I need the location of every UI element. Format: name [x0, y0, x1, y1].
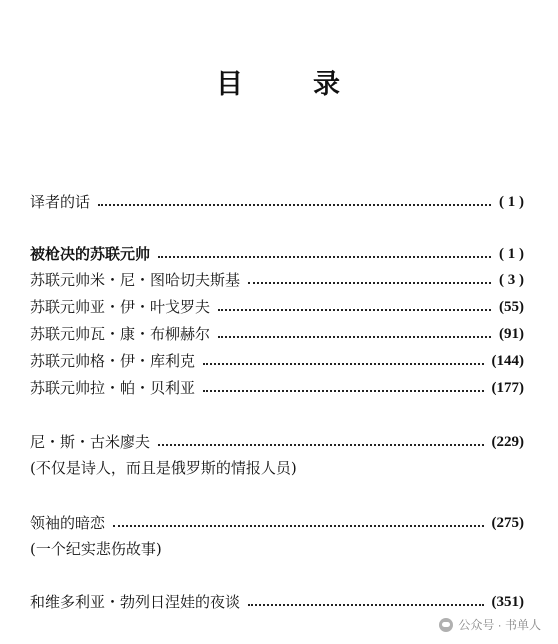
- toc-entry-subtitle: (不仅是诗人，而且是俄罗斯的情报人员): [30, 459, 297, 477]
- toc-entry-title: 被枪决的苏联元帅: [30, 245, 151, 263]
- dot-leader: [113, 525, 483, 527]
- toc-entry-page: (275): [491, 515, 524, 531]
- wechat-icon: [439, 618, 453, 632]
- dot-leader: [98, 204, 491, 206]
- toc-entry-page: (91): [499, 326, 524, 342]
- dot-leader: [203, 390, 483, 392]
- dot-leader: [248, 604, 483, 606]
- toc-entry-title: 苏联元帅米・尼・图哈切夫斯基: [30, 271, 241, 289]
- toc-entry-page: (177): [491, 380, 524, 396]
- toc-entry-title: 苏联元帅亚・伊・叶戈罗夫: [30, 298, 211, 316]
- toc-entry-title: 译者的话: [30, 193, 91, 211]
- toc-entry-page: (55): [499, 299, 524, 315]
- watermark: [436, 615, 544, 634]
- toc-entry[interactable]: [30, 242, 524, 264]
- toc-entry-page: (144): [491, 353, 524, 369]
- toc-entry[interactable]: [30, 190, 524, 212]
- page-title: [0, 62, 558, 101]
- toc-entry-page: (229): [491, 434, 524, 450]
- toc-entry-title: 尼・斯・古米廖夫: [30, 433, 151, 451]
- toc-entry-page: ( 1 ): [499, 194, 524, 210]
- toc-entry[interactable]: [30, 430, 524, 452]
- title-char-right: 录: [313, 69, 342, 100]
- dot-leader: [248, 282, 491, 284]
- toc-entry-page: ( 3 ): [499, 272, 524, 288]
- dot-leader: [158, 444, 483, 446]
- toc-entry[interactable]: [30, 376, 524, 398]
- dot-leader: [218, 309, 491, 311]
- watermark-text: 公众号 · 书单人: [458, 618, 541, 632]
- toc-entry[interactable]: [30, 349, 524, 371]
- dot-leader: [158, 256, 491, 258]
- toc-entry-page: ( 1 ): [499, 246, 524, 262]
- toc-entry[interactable]: [30, 590, 524, 612]
- dot-leader: [203, 363, 483, 365]
- title-char-left: 目: [216, 69, 245, 100]
- toc-entry[interactable]: [30, 322, 524, 344]
- dot-leader: [218, 336, 491, 338]
- toc-entry-title: 领袖的暗恋: [30, 514, 106, 532]
- toc-entry-title: 苏联元帅格・伊・库利克: [30, 352, 196, 370]
- toc-entry-title: 和维多利亚・勃列日涅娃的夜谈: [30, 593, 241, 611]
- toc-entry[interactable]: [30, 511, 524, 533]
- toc-entry-title: 苏联元帅瓦・康・布柳赫尔: [30, 325, 211, 343]
- toc-entry[interactable]: [30, 268, 524, 290]
- toc-entry[interactable]: [30, 295, 524, 317]
- toc-entry-title: 苏联元帅拉・帕・贝利亚: [30, 379, 196, 397]
- toc-entry-page: (351): [491, 594, 524, 610]
- toc-entry-subtitle: (一个纪实悲伤故事): [30, 540, 162, 558]
